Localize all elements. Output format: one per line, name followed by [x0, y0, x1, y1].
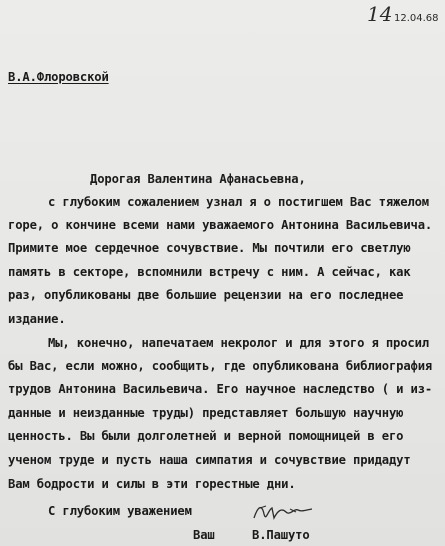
closing: С глубоким уважением	[48, 504, 192, 518]
handwritten-signature	[250, 500, 320, 526]
body-line: трудов Антонина Васильевича. Его научное наследство ( и из-	[8, 382, 433, 396]
body-line: с глубоким сожалением узнал я о постигшем Вас тяжелом	[48, 195, 429, 209]
body-line: память в секторе, вспомнили встречу с ним. А сейчас, как	[8, 265, 411, 279]
body-line: ученом труде и пусть наша симпатия и сочувствие придадут	[8, 453, 411, 467]
body-line: издание.	[8, 312, 66, 326]
body-line: Примите мое сердечное сочувствие. Мы почтили его светлую	[8, 241, 411, 255]
archive-date: 12.04.68	[394, 13, 439, 24]
body-line: Вам бодрости и силы в эти горестные дни.	[8, 477, 296, 491]
signature-prefix: Ваш	[193, 528, 215, 542]
body-line: горе, о кончине всеми нами уважаемого Антонина Васильевича.	[8, 218, 433, 232]
salutation: Дорогая Валентина Афанасьевна,	[90, 172, 306, 186]
body-line: Мы, конечно, напечатаем некролог и для этого я просил	[48, 336, 429, 350]
archive-number: 14	[367, 2, 393, 26]
addressee: В.А.Флоровской	[8, 70, 109, 84]
body-line: данные и неизданные труды) представляет большую научную	[8, 406, 404, 420]
body-line: бы Вас, если можно, сообщить, где опубликована библиография	[8, 359, 433, 373]
body-line: раз, опубликованы две большие рецензии на его последнее	[8, 288, 404, 302]
signature-name: В.Пашуто	[252, 528, 310, 542]
body-line: ценность. Вы были долголетней и верной помощницей в его	[8, 429, 404, 443]
